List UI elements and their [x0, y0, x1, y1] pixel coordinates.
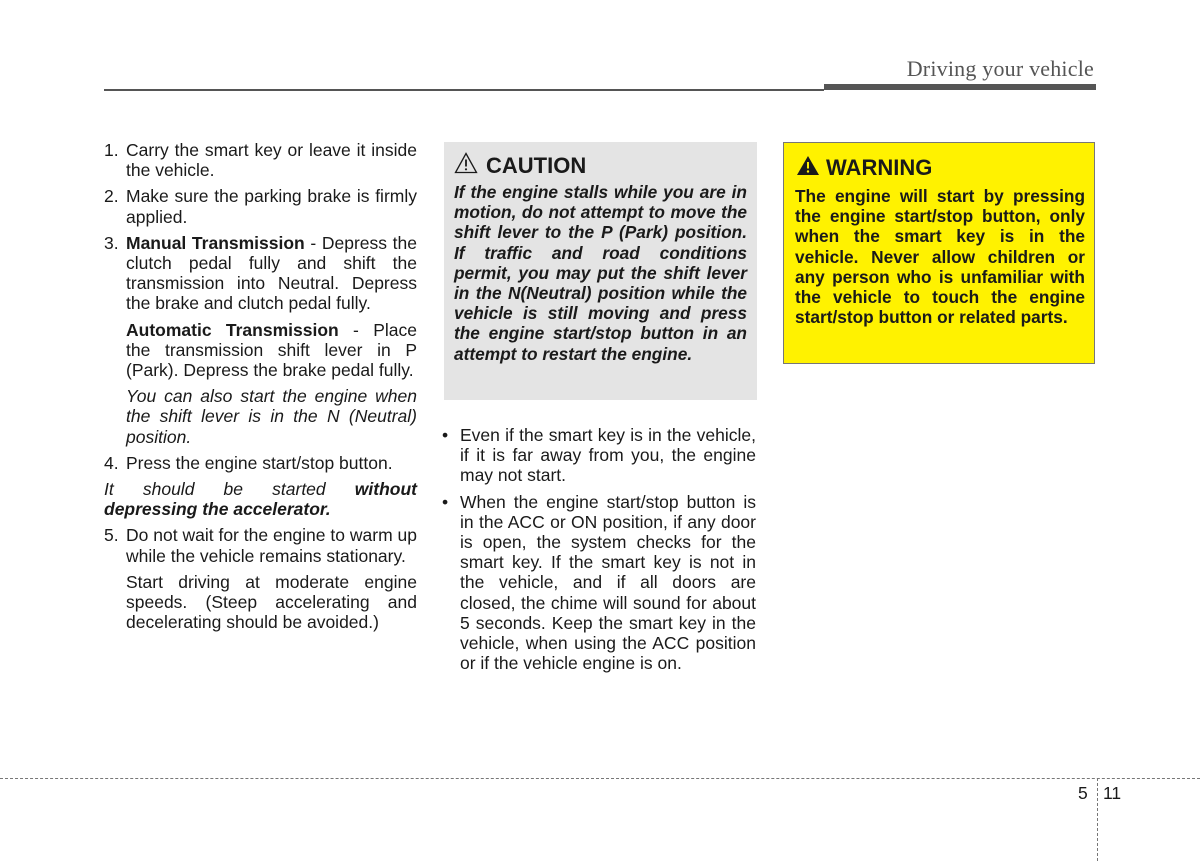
step-3-automatic [104, 320, 417, 381]
caution-box [444, 142, 757, 400]
step-text: Press the engine start/stop button. [126, 452, 393, 473]
page-number: 11 [1103, 783, 1122, 803]
caution-header [454, 152, 586, 179]
caution-triangle-icon [454, 152, 478, 179]
bullets-column [442, 425, 756, 679]
accelerator-note-bold: without depressing the accelerator. [104, 479, 417, 520]
header-rule-thin [104, 89, 824, 91]
bullet-item [442, 425, 756, 486]
step-2 [104, 186, 417, 226]
warning-box [783, 142, 1095, 364]
step-5 [104, 525, 417, 565]
steps-column [104, 140, 417, 638]
page-header-title: Driving your vehicle [906, 56, 1094, 81]
bullet-text: Even if the smart key is in the vehicle, if it is far away from you, the engine may not start. [460, 425, 756, 486]
warning-text: The engine will start by pressing the engine start/stop button, only when the smart key is in the vehicle. Never allow children or any person who is unfamiliar with the vehicle to touch the engine start/stop button or related parts. [795, 186, 1085, 328]
manual-transmission-label: Manual Transmission [126, 232, 305, 253]
step-3 [104, 233, 417, 314]
step-text: Make sure the parking brake is firmly applied. [126, 186, 417, 227]
header-rule-thick [824, 84, 1096, 90]
step-text: Do not wait for the engine to warm up while the vehicle remains stationary. [126, 525, 417, 566]
caution-text: If the engine stalls while you are in motion, do not attempt to move the shift lever to the P (Park) position. If traffic and road conditions permit, you may put the shift lever in the N(Neutral) position while the vehicle is still moving and press the engine start/stop button in an attempt to restart the engine. [454, 182, 747, 364]
footer-dashed-rule [0, 778, 1200, 779]
step-text: Carry the smart key or leave it inside the vehicle. [126, 140, 417, 181]
accelerator-note-text: It should be started [104, 479, 355, 500]
warning-triangle-icon [796, 155, 820, 181]
step-number: 1. [104, 140, 119, 160]
automatic-transmission-label: Automatic Transmission [126, 319, 339, 340]
bullet-item [442, 492, 756, 674]
bullet-text: When the engine start/stop button is in the ACC or ON position, if any door is open, the system checks for the smart key. If the smart key is not in the vehicle, and if all doors are closed, the chime will sound for about 5 seconds. Keep the smart key in the vehicle, when using the ACC position or if the vehicle engine is on. [460, 491, 756, 674]
accelerator-note [104, 479, 417, 519]
section-number: 5 [1078, 783, 1088, 803]
footer-dashed-divider [1097, 778, 1098, 861]
bullet-mark: • [442, 425, 449, 445]
step-3-neutral-note: You can also start the engine when the shift lever is in the N (Neutral) position. [126, 386, 417, 447]
warning-header [796, 155, 932, 181]
warning-title: WARNING [826, 155, 933, 180]
step-number: 4. [104, 452, 119, 473]
caution-title: CAUTION [486, 152, 587, 178]
step-number: 5. [104, 525, 119, 546]
step-5-driving-note: Start driving at moderate engine speeds. (Steep accelerating and decelerating should be avoided.) [126, 571, 417, 633]
step-number: 3. [104, 232, 119, 253]
step-text: - Place the transmission shift lever in P (Park). Depress the brake pedal fully. [126, 319, 417, 381]
step-4 [104, 453, 417, 473]
step-1 [104, 140, 417, 180]
step-text: - Depress the clutch pedal fully and shift the transmission into Neutral. Depress the brake and clutch pedal fully. [126, 232, 417, 314]
bullet-mark: • [442, 491, 449, 512]
step-number: 2. [104, 186, 119, 207]
